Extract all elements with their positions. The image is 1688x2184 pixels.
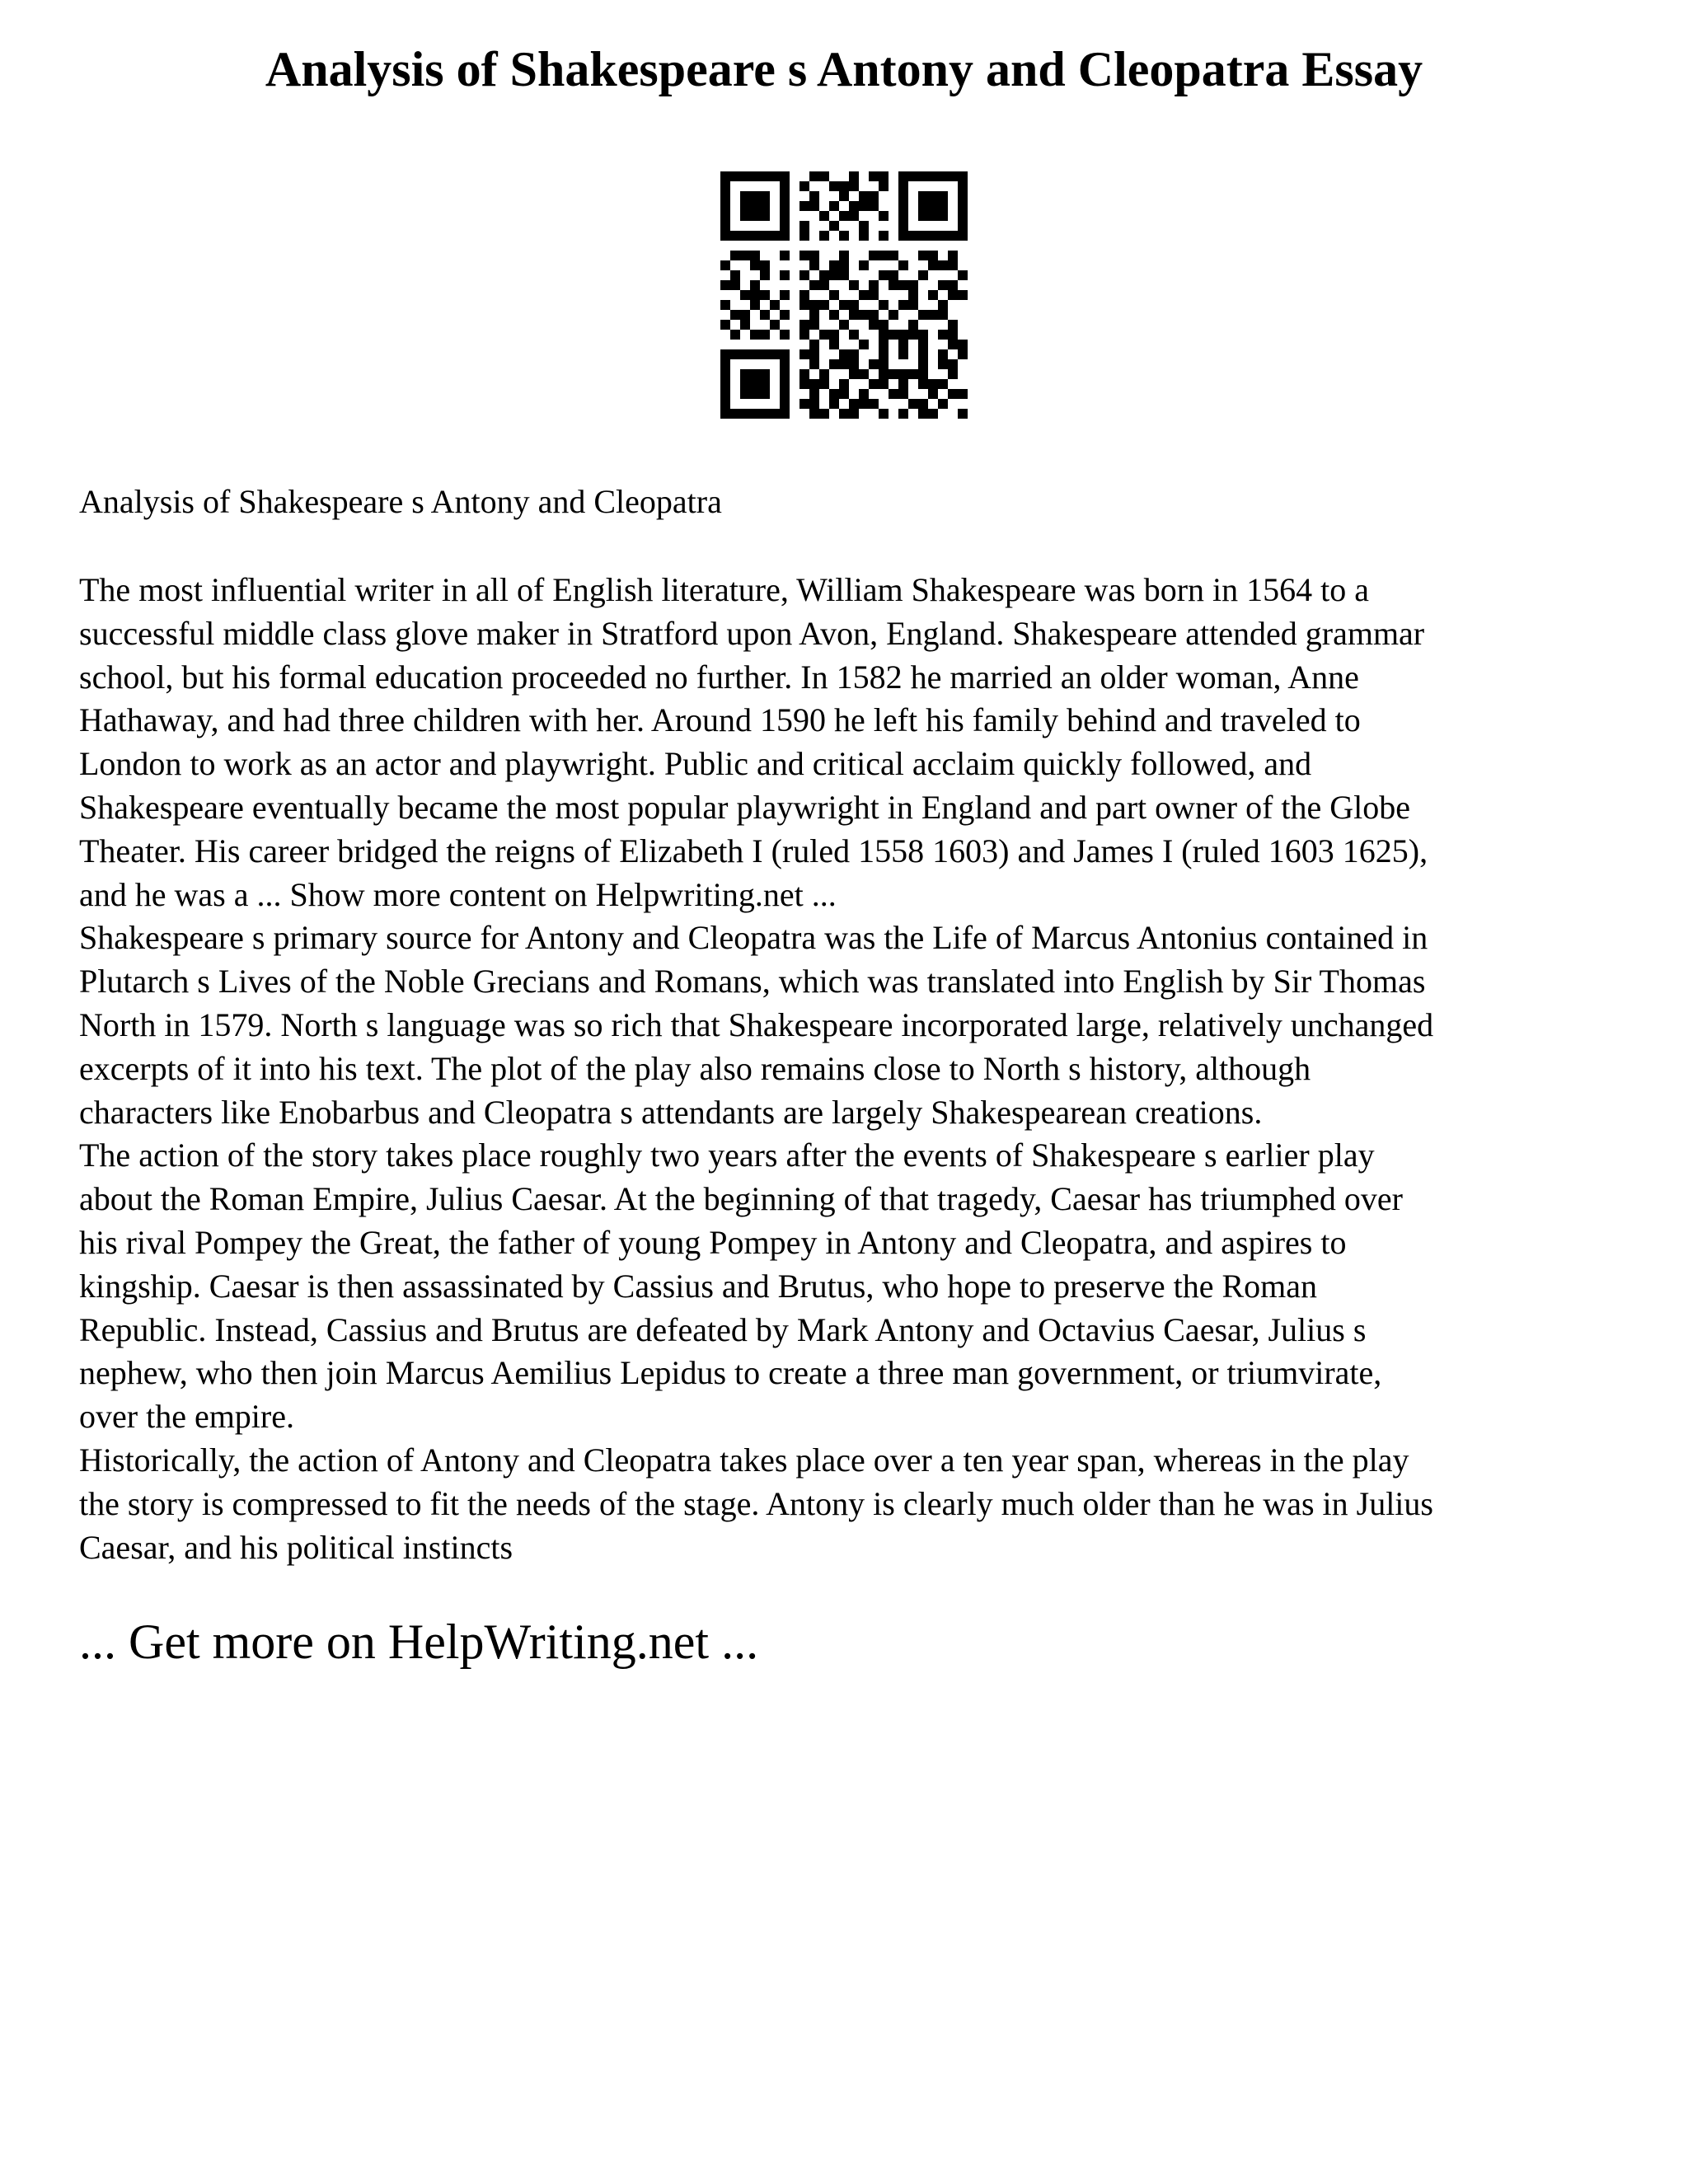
qr-code xyxy=(720,171,968,419)
essay-paragraph: The action of the story takes place roughly two years after the events of Shakespeare s earlier play about the Roman Empire, Julius Caesar. At the beginning of that tragedy, Caesar has triumphed over his rival Pompey the Great, the father of young Pompey in Antony and Cleopatra, and aspires to kingship. Caesar is then assassinated by Cassius and Brutus, who hope to preserve the Roman Republic. Instead, Cassius and Brutus are defeated by Mark Antony and Octavius Caesar, Julius s nephew, who then join Marcus Aemilius Lepidus to create a three man government, or triumvirate, over the empire. xyxy=(79,1137,1403,1436)
get-more-link[interactable]: ... Get more on HelpWriting.net ... xyxy=(79,1615,759,1669)
page-title: Analysis of Shakespeare s Antony and Cleopatra Essay xyxy=(265,42,1423,96)
essay-body xyxy=(79,569,1629,1569)
essay-paragraph: The most influential writer in all of English literature, William Shakespeare was born in 1564 to a successful middle class glove maker in Stratford upon Avon, England. Shakespeare attended grammar school, but his formal education proceeded no further. In 1582 he married an older woman, Anne Hathaway, and had three children with her. Around 1590 he left his family behind and traveled to London to work as an actor and playwright. Public and critical acclaim quickly followed, and Shakespeare eventually became the most popular playwright in England and part owner of the Globe Theater. His career bridged the reigns of Elizabeth I (ruled 1558 1603) and James I (ruled 1603 1625), and he was a ... Show more content on Helpwriting.net ... xyxy=(79,571,1428,913)
essay-subtitle: Analysis of Shakespeare s Antony and Cleopatra xyxy=(79,483,722,520)
essay-paragraph: Shakespeare s primary source for Antony and Cleopatra was the Life of Marcus Antonius contained in Plutarch s Lives of the Noble Grecians and Romans, which was translated into English by Sir Thomas North in 1579. North s language was so rich that Shakespeare incorporated large, relatively unchanged excerpts of it into his text. The plot of the play also remains close to North s history, although characters like Enobarbus and Cleopatra s attendants are largely Shakespearean creations. xyxy=(79,919,1434,1131)
qr-code-icon xyxy=(720,171,968,419)
essay-paragraph: Historically, the action of Antony and Cleopatra takes place over a ten year span, whereas in the play the story is compressed to fit the needs of the stage. Antony is clearly much older than he was in Julius Caesar, and his political instincts xyxy=(79,1441,1433,1566)
